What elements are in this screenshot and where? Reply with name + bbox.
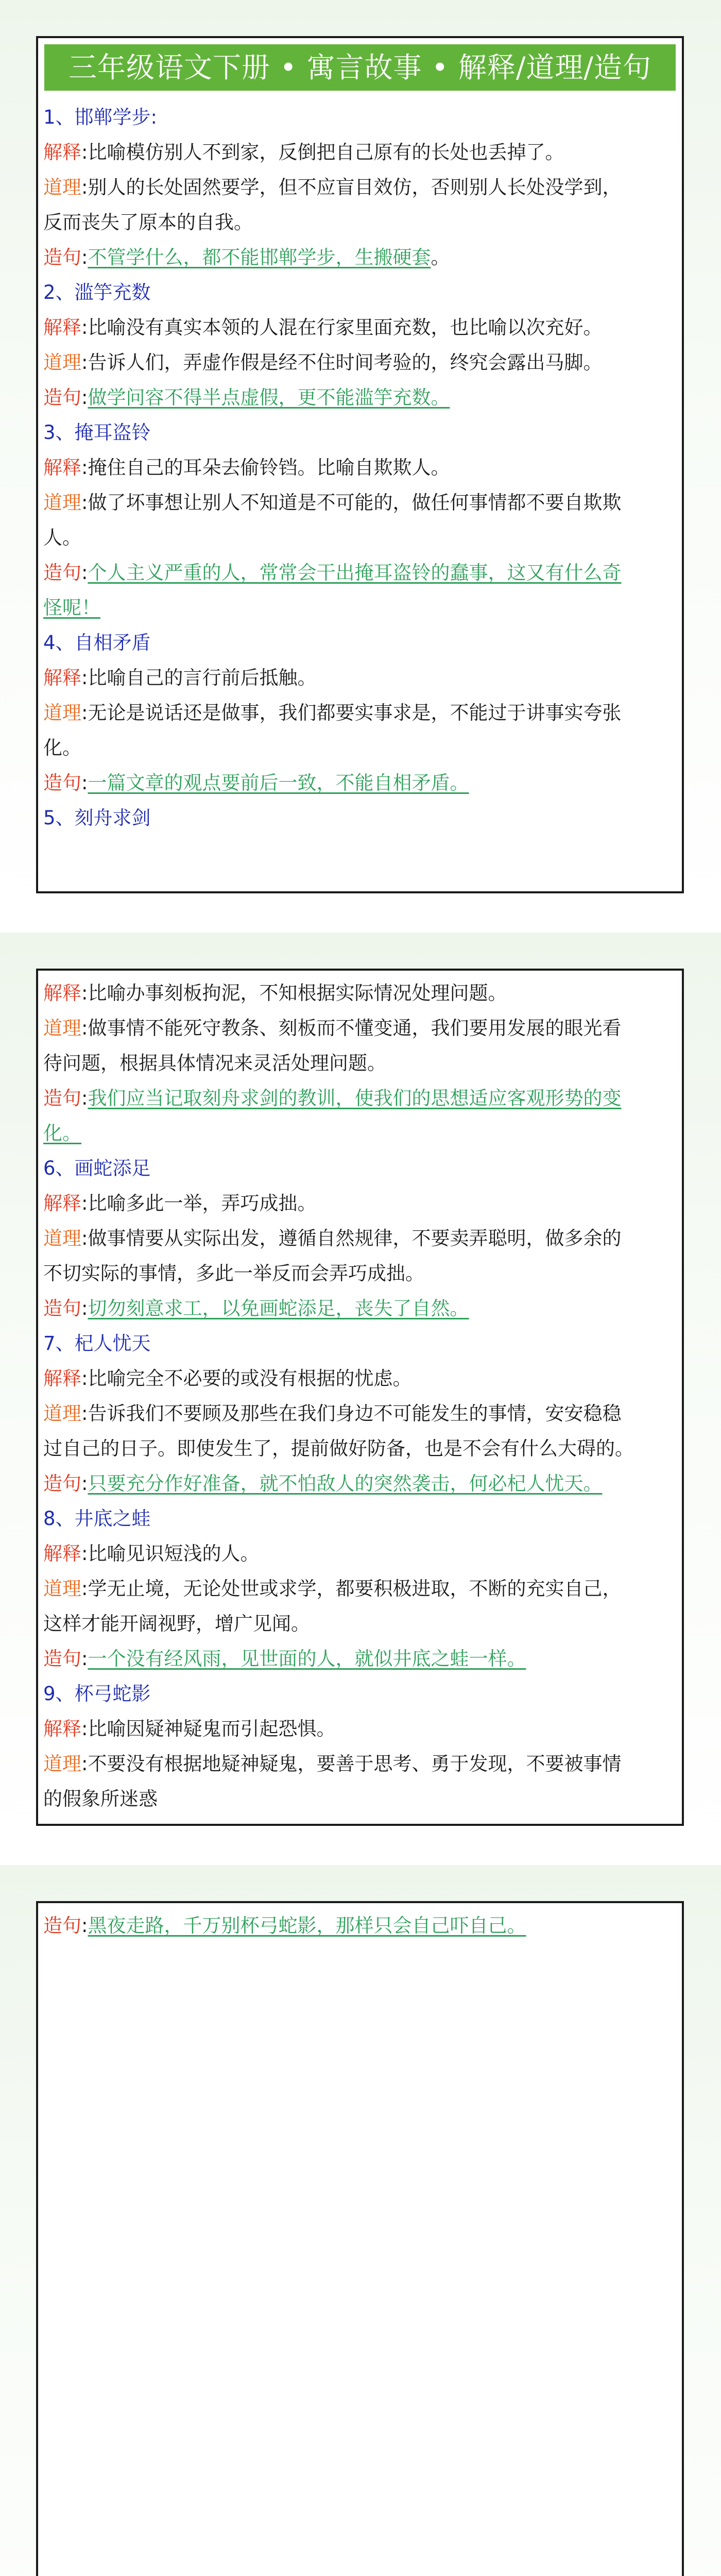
sentence-label: 造句 [43, 772, 81, 794]
story-heading: 7、杞人忧天 [43, 1332, 151, 1354]
moral-text: 做事情要从实际出发，遵循自然规律，不要卖弄聪明，做多余的 [88, 1227, 622, 1249]
story-moral-cont: 这样才能开阔视野，增广见闻。 [43, 1613, 310, 1635]
sentence-text: 不管学什么，都不能邯郸学步，生搬硬套 [88, 246, 431, 268]
sentence-text: 只要充分作好准备，就不怕敌人的突然袭击，何必杞人忧天。 [88, 1472, 603, 1495]
story-moral: 道理:告诉人们，弄虚作假是经不住时间考验的，终究会露出马脚。 [43, 351, 603, 374]
story-explain: 解释:比喻模仿别人不到家，反倒把自己原有的长处也丢掉了。 [43, 141, 564, 163]
moral-label: 道理 [43, 492, 81, 514]
story-moral: 道理:无论是说话还是做事，我们都要实事求是，不能过于讲事实夸张 [43, 702, 622, 724]
story-moral-cont: 人。 [43, 527, 81, 549]
explain-text: 比喻模仿别人不到家，反倒把自己原有的长处也丢掉了。 [88, 141, 564, 163]
sentence-text: 我们应当记取刻舟求剑的教训，使我们的思想适应客观形势的变 [88, 1087, 622, 1109]
story-sentence: 造句:个人主义严重的人，常常会干出掩耳盗铃的蠢事，这又有什么奇 [43, 562, 622, 584]
page-1-content [43, 100, 677, 836]
moral-label: 道理 [43, 1402, 81, 1425]
moral-label: 道理 [43, 1753, 81, 1775]
story-sentence: 造句:切勿刻意求工，以免画蛇添足，丧失了自然。 [43, 1297, 469, 1319]
story-heading: 4、自相矛盾 [43, 632, 151, 654]
moral-label: 道理 [43, 702, 81, 724]
story-explain: 解释:比喻没有真实本领的人混在行家里面充数，也比喻以次充好。 [43, 316, 603, 338]
explain-label: 解释 [43, 316, 81, 338]
story-moral-cont: 待问题，根据具体情况来灵活处理问题。 [43, 1052, 386, 1074]
sentence-label: 造句 [43, 1914, 81, 1937]
explain-text: 比喻自己的言行前后抵触。 [88, 667, 317, 689]
story-moral: 道理:别人的长处固然要学，但不应盲目效仿，否则别人长处没学到， [43, 176, 622, 198]
story-heading: 5、刻舟求剑 [43, 807, 151, 829]
story-moral: 道理:做了坏事想让别人不知道是不可能的，做任何事情都不要自欺欺 [43, 492, 622, 514]
story-explain: 解释:比喻见识短浅的人。 [43, 1543, 260, 1565]
moral-text: 别人的长处固然要学，但不应盲目效仿，否则别人长处没学到， [88, 176, 622, 198]
story-moral: 道理:告诉我们不要顾及那些在我们身边不可能发生的事情，安安稳稳 [43, 1402, 622, 1425]
moral-text: 告诉我们不要顾及那些在我们身边不可能发生的事情，安安稳稳 [88, 1402, 622, 1425]
story-heading: 1、邯郸学步: [43, 106, 158, 128]
explain-text: 比喻因疑神疑鬼而引起恐惧。 [88, 1718, 336, 1740]
explain-text: 掩住自己的耳朵去偷铃铛。比喻自欺欺人。 [88, 456, 450, 479]
sentence-text: 一篇文章的观点要前后一致，不能自相矛盾。 [88, 772, 469, 794]
story-sentence: 造句:黑夜走路，千万别杯弓蛇影，那样只会自己吓自己。 [43, 1914, 526, 1937]
story-heading: 9、杯弓蛇影 [43, 1683, 151, 1705]
story-heading: 3、掩耳盗铃 [43, 421, 151, 444]
story-explain: 解释:比喻自己的言行前后抵触。 [43, 667, 317, 689]
story-moral-cont: 反而丧失了原本的自我。 [43, 211, 253, 233]
page-2 [36, 969, 684, 1826]
story-sentence: 造句:一篇文章的观点要前后一致，不能自相矛盾。 [43, 772, 469, 794]
moral-label: 道理 [43, 1017, 81, 1039]
explain-label: 解释 [43, 1543, 81, 1565]
moral-text: 做事情不能死守教条、刻板而不懂变通，我们要用发展的眼光看 [88, 1017, 622, 1039]
story-heading: 8、井底之蛙 [43, 1507, 151, 1530]
sentence-text: 黑夜走路，千万别杯弓蛇影，那样只会自己吓自己。 [88, 1914, 526, 1937]
story-moral: 道理:不要没有根据地疑神疑鬼，要善于思考、勇于发现，不要被事情 [43, 1753, 622, 1775]
story-moral: 道理:做事情要从实际出发，遵循自然规律，不要卖弄聪明，做多余的 [43, 1227, 622, 1249]
explain-text: 比喻多此一举，弄巧成拙。 [88, 1192, 317, 1214]
sentence-label: 造句 [43, 1087, 81, 1109]
story-explain: 解释:比喻因疑神疑鬼而引起恐惧。 [43, 1718, 336, 1740]
sentence-label: 造句 [43, 562, 81, 584]
sentence-text: 切勿刻意求工，以免画蛇添足，丧失了自然。 [88, 1297, 469, 1319]
story-sentence: 造句:不管学什么，都不能邯郸学步，生搬硬套。 [43, 246, 450, 268]
page-3 [36, 1901, 684, 2576]
moral-text: 告诉人们，弄虚作假是经不住时间考验的，终究会露出马脚。 [88, 351, 603, 374]
moral-text: 无论是说话还是做事，我们都要实事求是，不能过于讲事实夸张 [88, 702, 622, 724]
sentence-label: 造句 [43, 1648, 81, 1670]
page-3-content [43, 1908, 677, 1943]
story-moral: 道理:做事情不能死守教条、刻板而不懂变通，我们要用发展的眼光看 [43, 1017, 622, 1039]
explain-text: 比喻没有真实本领的人混在行家里面充数，也比喻以次充好。 [88, 316, 603, 338]
explain-label: 解释 [43, 456, 81, 479]
story-explain: 解释:比喻办事刻板拘泥，不知根据实际情况处理问题。 [43, 982, 507, 1004]
story-sentence: 造句:一个没有经风雨，见世面的人，就似井底之蛙一样。 [43, 1648, 526, 1670]
explain-label: 解释 [43, 982, 81, 1004]
explain-label: 解释 [43, 1718, 81, 1740]
story-sentence-cont: 化。 [43, 1122, 81, 1144]
moral-text: 做了坏事想让别人不知道是不可能的，做任何事情都不要自欺欺 [88, 492, 622, 514]
explain-label: 解释 [43, 1367, 81, 1389]
story-sentence: 造句:只要充分作好准备，就不怕敌人的突然袭击，何必杞人忧天。 [43, 1472, 603, 1495]
moral-label: 道理 [43, 351, 81, 374]
explain-text: 比喻完全不必要的或没有根据的忧虑。 [88, 1367, 412, 1389]
story-heading: 6、画蛇添足 [43, 1157, 151, 1179]
story-heading: 2、滥竽充数 [43, 281, 151, 303]
explain-label: 解释 [43, 141, 81, 163]
story-sentence: 造句:做学问容不得半点虚假，更不能滥竽充数。 [43, 386, 450, 409]
sentence-label: 造句 [43, 246, 81, 268]
story-moral-cont: 过自己的日子。即使发生了，提前做好防备，也是不会有什么大碍的。 [43, 1437, 634, 1460]
moral-text: 不要没有根据地疑神疑鬼，要善于思考、勇于发现，不要被事情 [88, 1753, 622, 1775]
sentence-label: 造句 [43, 1297, 81, 1319]
story-explain: 解释:比喻完全不必要的或没有根据的忧虑。 [43, 1367, 412, 1389]
explain-text: 比喻见识短浅的人。 [88, 1543, 260, 1565]
story-sentence-cont: 怪呢！ [43, 597, 100, 619]
sentence-label: 造句 [43, 386, 81, 409]
explain-text: 比喻办事刻板拘泥，不知根据实际情况处理问题。 [88, 982, 507, 1004]
page-title: 三年级语文下册 • 寓言故事 • 解释/道理/造句 [44, 44, 676, 91]
moral-label: 道理 [43, 1227, 81, 1249]
page-1 [36, 36, 684, 893]
explain-label: 解释 [43, 667, 81, 689]
story-explain: 解释:掩住自己的耳朵去偷铃铛。比喻自欺欺人。 [43, 456, 450, 479]
moral-label: 道理 [43, 176, 81, 198]
moral-text: 学无止境，无论处世或求学，都要积极进取，不断的充实自己， [88, 1578, 622, 1600]
explain-label: 解释 [43, 1192, 81, 1214]
page-2-content [43, 976, 677, 1817]
moral-label: 道理 [43, 1578, 81, 1600]
story-sentence: 造句:我们应当记取刻舟求剑的教训，使我们的思想适应客观形势的变 [43, 1087, 622, 1109]
sentence-text: 一个没有经风雨，见世面的人，就似井底之蛙一样。 [88, 1648, 526, 1670]
story-moral-cont: 不切实际的事情，多此一举反而会弄巧成拙。 [43, 1262, 424, 1284]
sentence-label: 造句 [43, 1472, 81, 1495]
story-moral-cont: 化。 [43, 737, 81, 759]
sentence-text: 做学问容不得半点虚假，更不能滥竽充数。 [88, 386, 450, 409]
story-moral: 道理:学无止境，无论处世或求学，都要积极进取，不断的充实自己， [43, 1578, 622, 1600]
story-moral-cont: 的假象所迷惑 [43, 1788, 158, 1810]
sentence-text: 个人主义严重的人，常常会干出掩耳盗铃的蠢事，这又有什么奇 [88, 562, 622, 584]
story-explain: 解释:比喻多此一举，弄巧成拙。 [43, 1192, 317, 1214]
